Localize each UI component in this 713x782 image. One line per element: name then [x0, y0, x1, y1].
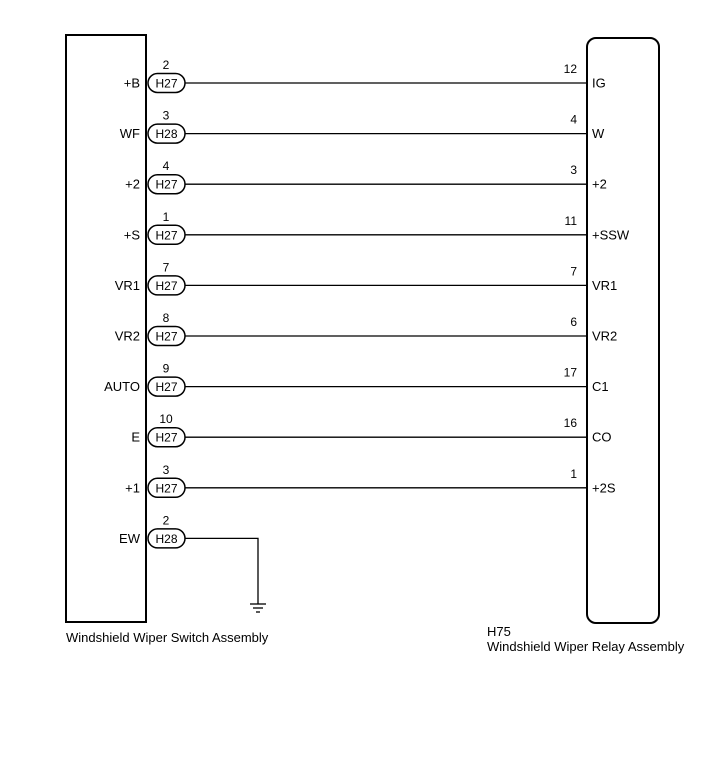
wire-relay-terminal-label: CO [592, 429, 612, 445]
wire-relay-pin-number: 6 [570, 315, 577, 329]
ground-switch-pin-number: 2 [162, 513, 170, 528]
wire-row [131, 412, 611, 447]
relay-connector-label: H75 [487, 624, 511, 639]
wire-switch-pin-number: 3 [162, 108, 170, 123]
wire-switch-pin-number: 7 [162, 260, 170, 275]
wire-connector-code: H27 [155, 481, 178, 496]
wire-switch-pin-number: 2 [162, 58, 170, 72]
wire-connector-code: H27 [155, 278, 178, 293]
relay-assembly-label: Windshield Wiper Relay Assembly [487, 639, 685, 654]
wire-relay-pin-number: 7 [570, 264, 577, 279]
wire-relay-terminal-label: +2S [592, 480, 616, 496]
wire-relay-pin-number: 4 [570, 112, 577, 127]
ground-wire-line [185, 538, 258, 604]
wire-layer [104, 58, 630, 497]
wire-relay-pin-number: 11 [564, 213, 577, 228]
wire-relay-terminal-label: +2 [592, 176, 607, 192]
wire-row [124, 210, 630, 245]
wire-row [115, 260, 618, 295]
wire-row [120, 109, 605, 144]
wire-switch-terminal-label: +2 [125, 176, 140, 192]
ground-connector-code: H28 [155, 531, 178, 546]
wire-relay-terminal-label: C1 [592, 379, 609, 395]
wire-connector-code: H28 [155, 127, 178, 142]
wire-switch-terminal-label: E [131, 429, 140, 445]
wire-row [125, 463, 616, 498]
wire-relay-terminal-label: W [592, 126, 605, 142]
switch-assembly-label: Windshield Wiper Switch Assembly [66, 630, 269, 645]
ground-icon [250, 604, 266, 612]
wire-switch-terminal-label: +B [123, 75, 140, 91]
ground-switch-terminal-label: EW [119, 530, 140, 546]
wire-switch-pin-number: 4 [162, 159, 170, 174]
wire-connector-code: H27 [155, 380, 178, 395]
wire-relay-terminal-label: VR2 [592, 328, 618, 344]
wire-relay-pin-number: 16 [563, 416, 577, 431]
wire-switch-terminal-label: AUTO [104, 379, 140, 395]
wire-switch-terminal-label: VR1 [114, 277, 140, 293]
wire-row [115, 311, 618, 346]
wire-switch-terminal-label: VR2 [114, 328, 140, 344]
wire-relay-pin-number: 12 [563, 62, 577, 76]
wire-switch-pin-number: 8 [162, 311, 170, 325]
wire-switch-pin-number: 9 [162, 361, 170, 376]
wire-relay-pin-number: 17 [563, 365, 577, 380]
wire-relay-terminal-label: IG [592, 75, 606, 91]
wire-relay-pin-number: 3 [570, 163, 577, 178]
wire-connector-code: H27 [155, 329, 178, 344]
ground-wire-group [119, 513, 266, 612]
wire-connector-code: H27 [155, 228, 178, 243]
wire-switch-pin-number: 10 [159, 412, 173, 427]
wire-connector-code: H27 [155, 430, 178, 445]
wire-relay-terminal-label: VR1 [592, 277, 618, 293]
wire-connector-code: H27 [155, 76, 178, 91]
wire-row [124, 58, 606, 93]
wire-switch-pin-number: 3 [162, 462, 170, 477]
wire-switch-terminal-label: WF [119, 126, 140, 142]
wire-relay-terminal-label: +SSW [592, 227, 630, 243]
wire-connector-code: H27 [155, 177, 178, 192]
wire-row [125, 159, 607, 194]
wire-switch-pin-number: 1 [162, 209, 170, 224]
wire-switch-terminal-label: +1 [125, 480, 140, 496]
wire-relay-pin-number: 1 [570, 466, 577, 481]
wire-switch-terminal-label: +S [123, 227, 140, 243]
wire-row [104, 362, 609, 397]
